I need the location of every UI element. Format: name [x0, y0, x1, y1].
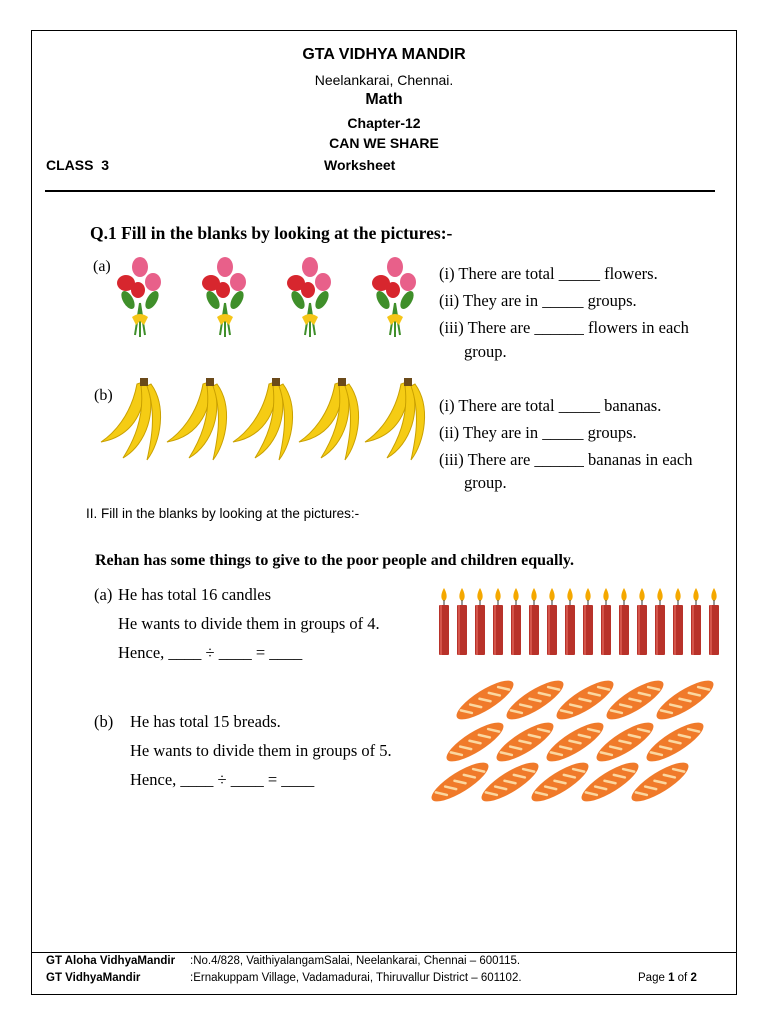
q1a-line3: (iii) There are ______ flowers in each	[439, 318, 689, 337]
q2-title: II. Fill in the blanks by looking at the pictures:-	[86, 506, 360, 521]
page-of: of	[674, 972, 691, 984]
q1a-line4: group.	[464, 342, 507, 361]
banana-bunch	[233, 378, 293, 460]
footer-school1: GT Aloha VidhyaMandir	[46, 955, 176, 967]
q2a-line1: He has total 16 candles	[118, 585, 272, 604]
candle	[601, 588, 611, 655]
candle	[691, 588, 701, 655]
page-prefix: Page	[638, 972, 669, 984]
q1a-line1: (i) There are total _____ flowers.	[439, 264, 658, 283]
q2a-label: (a)	[94, 585, 113, 604]
header-divider	[45, 190, 715, 192]
banana-bunch	[101, 378, 161, 460]
flower-bouquets-image	[110, 255, 430, 345]
q1b-line1: (i) There are total _____ bananas.	[439, 396, 662, 415]
q1b-label: (b)	[94, 387, 113, 404]
q2a-line3: Hence, ____ ÷ ____ = ____	[118, 643, 303, 662]
worksheet-label: Worksheet	[324, 157, 396, 173]
candle	[655, 588, 665, 655]
banana-bunch	[167, 378, 227, 460]
q1a-line2: (ii) They are in _____ groups.	[439, 291, 637, 310]
banana-bunch	[299, 378, 359, 460]
candle	[493, 588, 503, 655]
candle	[619, 588, 629, 655]
q2b-line1: He has total 15 breads.	[130, 712, 281, 731]
page-current: 1	[668, 972, 675, 984]
candle	[511, 588, 521, 655]
footer-school2: GT VidhyaMandir	[46, 972, 141, 984]
candle	[565, 588, 575, 655]
candle	[583, 588, 593, 655]
page-total: 2	[690, 972, 697, 984]
page-number	[638, 972, 697, 984]
flower-bouquet	[287, 257, 331, 337]
chapter-title: CAN WE SHARE	[329, 135, 439, 151]
banana-bunch	[365, 378, 425, 460]
candles-image	[437, 586, 729, 658]
subject-title: Math	[365, 91, 403, 108]
school-name: GTA VIDHYA MANDIR	[302, 46, 466, 63]
chapter-number: Chapter-12	[347, 115, 421, 131]
candle	[457, 588, 467, 655]
footer-address1: :No.4/828, VaithiyalangamSalai, Neelankarai, Chennai – 600115.	[190, 955, 521, 967]
banana-bunches-image	[95, 376, 435, 466]
flower-bouquet	[372, 257, 416, 337]
q1b-line4: group.	[464, 473, 507, 492]
q2b-line2: He wants to divide them in groups of 5.	[130, 741, 392, 760]
candle	[475, 588, 485, 655]
candle	[439, 588, 449, 655]
q2a-line2: He wants to divide them in groups of 4.	[118, 614, 380, 633]
candle	[673, 588, 683, 655]
class-label: CLASS 3	[46, 157, 110, 173]
flower-bouquet	[202, 257, 246, 337]
q2-intro: Rehan has some things to give to the poor people and children equally.	[95, 552, 575, 569]
footer-address2: :Ernakuppam Village, Vadamadurai, Thiruvallur District – 601102.	[190, 972, 522, 984]
q2b-label: (b)	[94, 712, 114, 731]
school-location: Neelankarai, Chennai.	[314, 72, 454, 88]
q1-title: Q.1 Fill in the blanks by looking at the pictures:-	[90, 223, 453, 243]
candle	[529, 588, 539, 655]
q1b-line2: (ii) They are in _____ groups.	[439, 423, 637, 442]
candle	[637, 588, 647, 655]
candle	[547, 588, 557, 655]
footer-divider	[31, 952, 737, 953]
candle	[709, 588, 719, 655]
breads-image	[430, 682, 730, 817]
q1b-line3: (iii) There are ______ bananas in each	[439, 450, 693, 469]
flower-bouquet	[117, 257, 161, 337]
q2b-line3: Hence, ____ ÷ ____ = ____	[130, 770, 315, 789]
q1a-label: (a)	[93, 258, 111, 275]
